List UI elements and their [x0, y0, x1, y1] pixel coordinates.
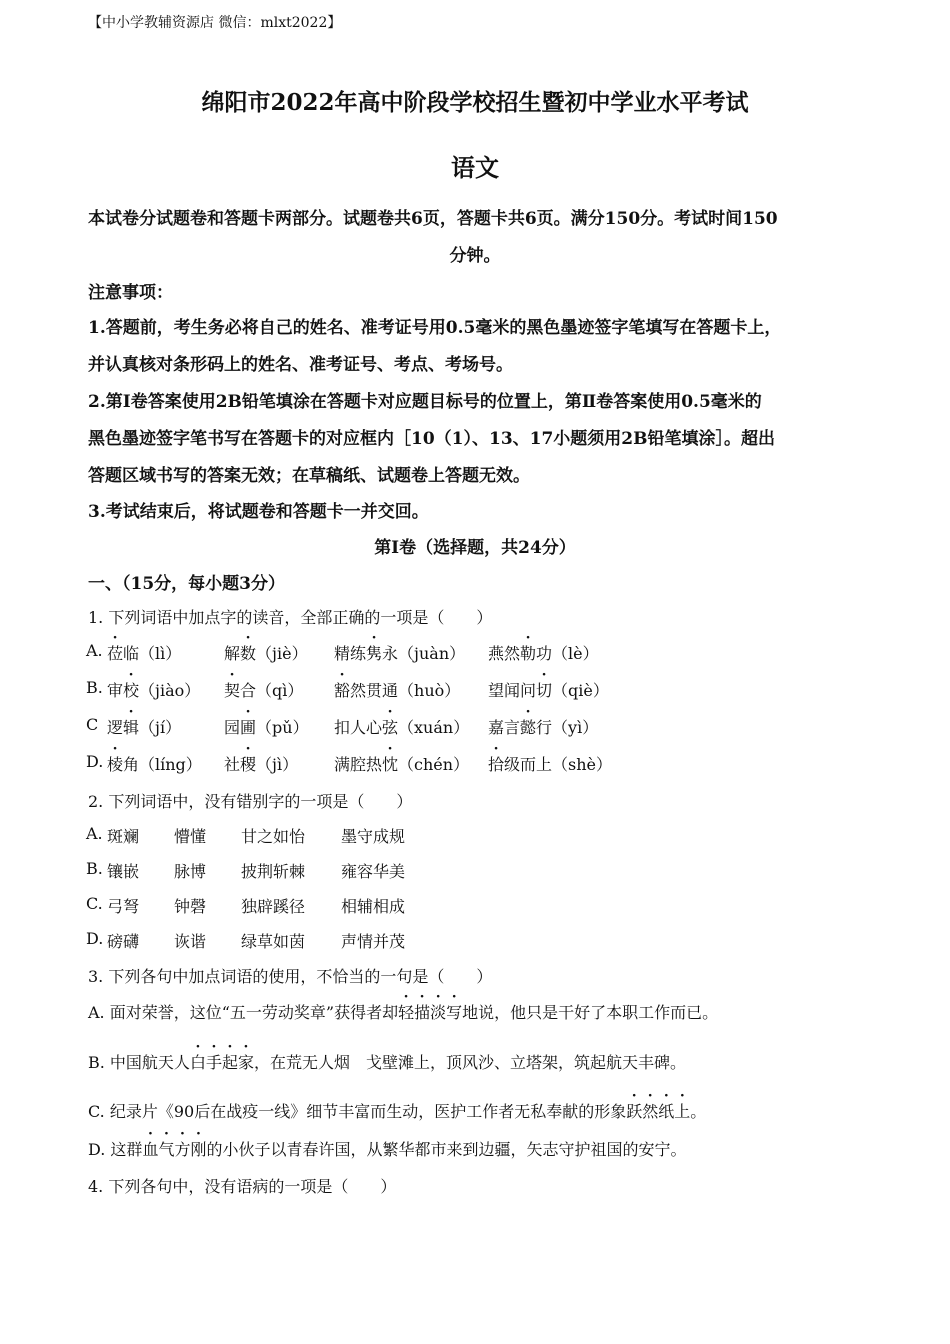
pinyin-item: 契合（qì） — [224, 681, 304, 700]
pinyin-item: 扣人心弦（xuán） — [334, 718, 470, 737]
dotted-char: 圃 — [240, 718, 257, 737]
word-item: 相辅相成 — [341, 897, 406, 916]
option-label: A. — [86, 824, 103, 843]
pinyin-item: 棱角（líng） — [107, 755, 202, 774]
option-label: B. — [86, 678, 103, 697]
dotted-phrase — [142, 1140, 206, 1159]
pinyin-item: 嘉言懿行（yì） — [488, 718, 599, 737]
word-item: 绿草如茵 — [241, 932, 306, 951]
dotted-char: 豁 — [334, 681, 351, 700]
notice-line: 1.答题前，考生务必将自己的姓名、准考证号用0.5毫米的黑色墨迹签字笔填写在答题卡上， — [88, 318, 782, 338]
word-item: 钟磬 — [174, 897, 207, 916]
option-c: C. 纪录片《90后在战疫一线》细节丰富而生动，医护工作者无私奉献的形象跃然纸上。 — [88, 1102, 707, 1121]
notice-line: 2.第Ⅰ卷答案使用2B铅笔填涂在答题卡对应题目标号的位置上，第Ⅱ卷答案使用0.5毫米的 — [88, 392, 762, 412]
notice-line: 黑色墨迹签字笔书写在答题卡的对应框内［10（1）、13、17小题须用2B铅笔填涂］。超出 — [88, 429, 775, 449]
dotted-char: 契 — [224, 681, 241, 700]
intro-line: 分钟。 — [449, 246, 501, 266]
word-item: 甘之如怡 — [241, 827, 306, 846]
header-watermark: 【中小学教辅资源店 微信：mlxt2022】 — [88, 15, 342, 31]
dotted-char: 勒 — [520, 644, 537, 663]
intro-line: 本试卷分试题卷和答题卡两部分。试题卷共6页，答题卡共6页。满分150分。考试时间150 — [88, 209, 778, 229]
pinyin-item: 莅临（lì） — [107, 644, 182, 663]
dotted-phrase — [398, 1003, 462, 1022]
notice-line: 3.考试结束后，将试题卷和答题卡一并交回。 — [88, 502, 429, 522]
dotted-char: 跃 — [626, 1102, 643, 1121]
dotted-char: 写 — [446, 1003, 463, 1022]
option-b: B. 中国航天人白手起家，在荒无人烟 戈壁滩上，顶风沙、立塔架，筑起航天丰碑。 — [88, 1053, 687, 1072]
option-label: C — [86, 715, 99, 734]
option-label: B. — [86, 859, 103, 878]
dotted-char: 莅 — [107, 644, 124, 663]
pinyin-item: 解数（jiè） — [224, 644, 308, 663]
option-a: A. 面对荣誉，这位“五一劳动奖章”获得者却轻描淡写地说，他只是干好了本职工作而已。 — [88, 1003, 719, 1022]
word-item: 懵懂 — [174, 827, 207, 846]
dotted-char: 隽 — [366, 644, 383, 663]
pinyin-item: 审校（jiào） — [107, 681, 201, 700]
question-stem: 2. 下列词语中，没有错别字的一项是（ ） — [88, 792, 413, 811]
notice-line: 答题区域书写的答案无效；在草稿纸、试题卷上答题无效。 — [88, 466, 530, 486]
dotted-char: 棱 — [107, 755, 124, 774]
notice-line: 并认真核对条形码上的姓名、准考证号、考点、考场号。 — [88, 355, 513, 375]
dotted-char: 轻 — [398, 1003, 415, 1022]
dotted-char: 淡 — [430, 1003, 447, 1022]
dotted-char: 稷 — [240, 755, 257, 774]
dotted-char: 家 — [237, 1053, 254, 1072]
word-item: 墨守成规 — [341, 827, 406, 846]
part-title: 一、（15分，每小题3分） — [88, 574, 285, 594]
dotted-char: 数 — [240, 644, 257, 663]
subject-title: 语文 — [451, 153, 499, 182]
pinyin-item: 精练隽永（juàn） — [334, 644, 466, 663]
exam-title: 绵阳市2022年高中阶段学校招生暨初中学业水平考试 — [201, 89, 749, 116]
dotted-char: 校 — [123, 681, 140, 700]
pinyin-item: 望闻问切（qiè） — [488, 681, 609, 700]
dotted-char: 手 — [205, 1053, 222, 1072]
pinyin-item: 满腔热忱（chén） — [334, 755, 470, 774]
option-d: D. 这群血气方刚的小伙子以青春许国，从繁华都市来到边疆，矢志守护祖国的安宁。 — [88, 1140, 687, 1159]
word-item: 斑斓 — [107, 827, 140, 846]
word-item: 雍容华美 — [341, 862, 406, 881]
dotted-char: 血 — [142, 1140, 159, 1159]
option-label: A. — [86, 641, 103, 660]
pinyin-item: 逻辑（jí） — [107, 718, 182, 737]
question-stem: 4. 下列各句中，没有语病的一项是（ ） — [88, 1177, 397, 1196]
word-item: 独辟蹊径 — [241, 897, 306, 916]
word-item: 磅礴 — [107, 932, 140, 951]
dotted-char: 懿 — [520, 718, 537, 737]
word-item: 弓弩 — [107, 897, 140, 916]
question-stem: 1. 下列词语中加点字的读音，全部正确的一项是（ ） — [88, 608, 493, 627]
dotted-char: 然 — [642, 1102, 659, 1121]
pinyin-item: 社稷（jì） — [224, 755, 299, 774]
dotted-char: 纸 — [658, 1102, 675, 1121]
dotted-phrase — [626, 1102, 690, 1121]
dotted-char: 上 — [674, 1102, 691, 1121]
option-label: D. — [86, 929, 104, 948]
dotted-char: 白 — [189, 1053, 206, 1072]
question-stem: 3. 下列各句中加点词语的使用，不恰当的一句是（ ） — [88, 967, 493, 986]
pinyin-item: 燕然勒功（lè） — [488, 644, 599, 663]
pinyin-item: 园圃（pǔ） — [224, 718, 309, 737]
dotted-char: 起 — [221, 1053, 238, 1072]
option-label: D. — [86, 752, 104, 771]
dotted-char: 方 — [174, 1140, 191, 1159]
dotted-char: 拾 — [488, 755, 505, 774]
dotted-char: 刚 — [190, 1140, 207, 1159]
dotted-char: 忱 — [382, 755, 399, 774]
word-item: 脉博 — [174, 862, 207, 881]
word-item: 诙谐 — [174, 932, 207, 951]
dotted-char: 辑 — [123, 718, 140, 737]
dotted-phrase — [190, 1053, 254, 1072]
dotted-char: 弦 — [382, 718, 399, 737]
pinyin-item: 拾级而上（shè） — [488, 755, 613, 774]
notice-title: 注意事项： — [88, 283, 173, 303]
section-title: 第Ⅰ卷（选择题，共24分） — [374, 538, 576, 558]
word-item: 镶嵌 — [107, 862, 140, 881]
dotted-char: 描 — [414, 1003, 431, 1022]
word-item: 披荆斩棘 — [241, 862, 306, 881]
pinyin-item: 豁然贯通（huò） — [334, 681, 461, 700]
dotted-char: 气 — [158, 1140, 175, 1159]
word-item: 声情并茂 — [341, 932, 406, 951]
option-label: C. — [86, 894, 103, 913]
dotted-char: 切 — [536, 681, 553, 700]
